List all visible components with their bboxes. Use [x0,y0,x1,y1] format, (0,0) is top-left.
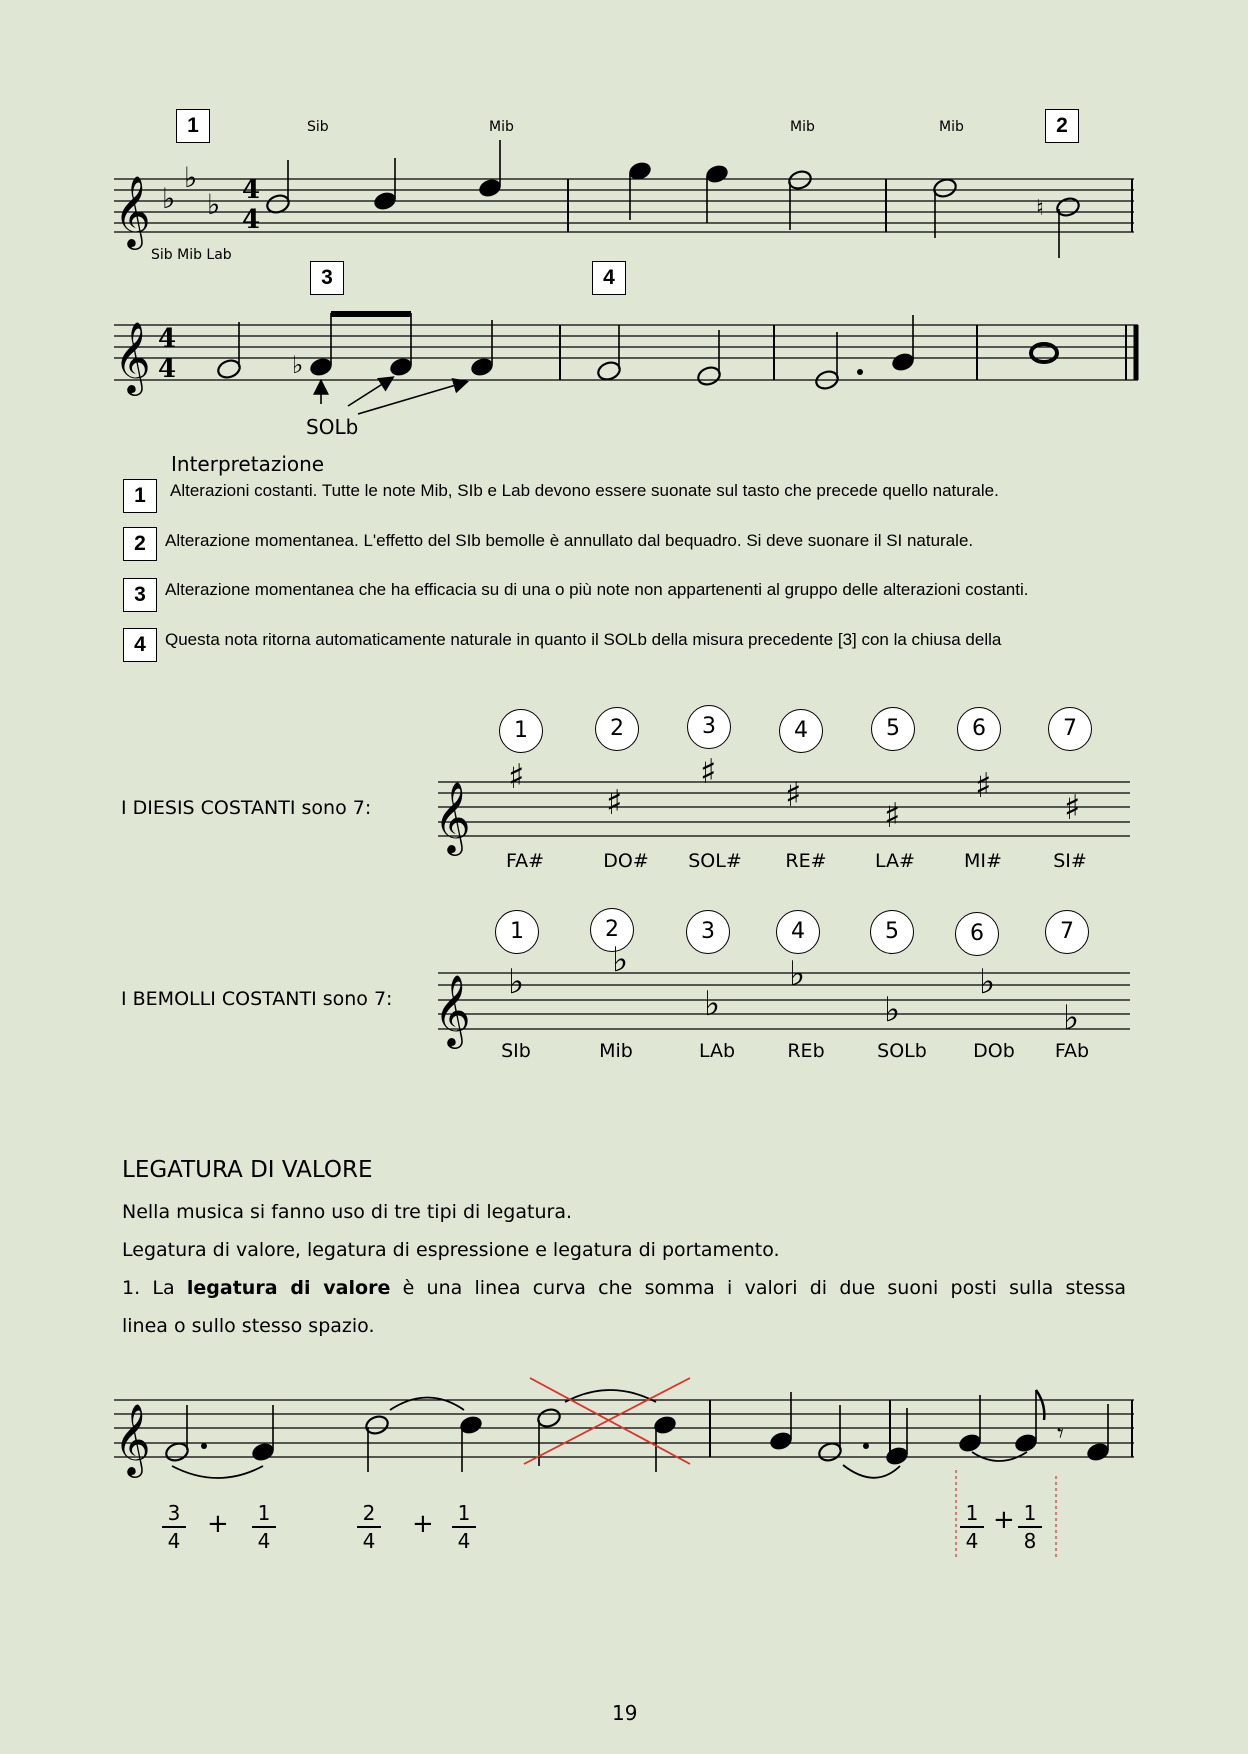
bemolli-number: 3 [686,910,730,954]
diesis-number: 4 [779,709,823,753]
flat-icon: ♭ [508,962,525,1002]
interpretazione-title: Interpretazione [171,452,325,476]
bemolli-label: I BEMOLLI COSTANTI sono 7: [121,988,393,1010]
interp-box-1: 1 [123,479,157,513]
bemolli-staff [438,973,1130,1029]
sharp-icon: ♯ [1064,788,1081,828]
bemolli-number: 7 [1045,910,1089,954]
flat-icon: ♭ [292,351,304,379]
bemolli-name: REb [787,1040,825,1062]
key-signature-label: Sib Mib Lab [151,247,232,263]
fraction-denominator: 4 [257,1529,271,1553]
fraction [960,1501,984,1553]
time-signature-bottom: 4 [158,354,177,384]
fraction-denominator: 4 [965,1529,979,1553]
interp-text-2: Alterazione momentanea. L'effetto del SIb bemolle è annullato dal bequadro. Si deve suonare il SI naturale. [165,531,974,550]
diesis-staff [438,782,1130,836]
diesis-name: FA# [505,850,545,872]
bemolli-number: 4 [776,910,820,954]
bemolli-name: SOLb [877,1040,927,1062]
diesis-name: LA# [875,850,915,872]
bemolli-name: DOb [973,1040,1015,1062]
fraction-bar [960,1526,984,1528]
bemolli-name: LAb [698,1040,736,1062]
flat-icon: ♭ [207,188,221,221]
fraction-numerator: 3 [167,1501,181,1525]
note-label-mib: Mib [790,119,815,135]
treble-clef-icon: 𝄞 [114,1402,151,1475]
fraction-numerator: 1 [1023,1501,1037,1525]
marker-box-4: 4 [592,261,626,295]
fraction-bar [452,1526,476,1528]
staff-1-notes [265,140,1081,258]
diesis-name: DO# [603,850,649,872]
interp-text-1: Alterazioni costanti. Tutte le note Mib, SIb e Lab devono essere suonate sul tasto che precede quello naturale. [170,481,999,500]
note-label-sib: Sib [307,119,329,135]
interp-text-4: Questa nota ritorna automaticamente naturale in quanto il SOLb della misura precedente [3] con la chiusa della [165,630,1002,649]
sharp-icon: ♯ [508,757,525,797]
sharp-icon: ♯ [884,796,901,836]
sharp-icon: ♯ [606,783,623,823]
time-signature-top: 4 [242,175,261,205]
fraction-denominator: 8 [1023,1529,1037,1553]
treble-clef-icon: 𝄞 [114,320,151,393]
note-label-mib: Mib [489,119,514,135]
flat-icon: ♭ [162,182,176,215]
section-heading: LEGATURA DI VALORE [122,1157,373,1183]
treble-clef-icon: 𝄞 [434,973,471,1046]
flat-icon: ♭ [789,954,806,994]
time-signature-top: 4 [158,324,177,354]
fraction-numerator: 1 [257,1501,271,1525]
fraction-bar [252,1526,276,1528]
flat-icon: ♭ [612,940,629,980]
diesis-number: 1 [499,709,543,753]
paragraph-point-1 [122,1277,1126,1299]
bemolli-number: 5 [870,910,914,954]
marker-box-2: 2 [1045,109,1079,143]
fraction [1018,1501,1042,1553]
sharp-icon: ♯ [975,766,992,806]
point-1-rest: è una linea curva che somma i valori di due suoni posti sulla stessa [390,1277,1126,1299]
bemolli-name: FAb [1054,1040,1090,1062]
diesis-name: SOL# [688,850,742,872]
bemolli-number: 1 [495,910,539,954]
page-number: 19 [612,1701,638,1725]
diesis-label: I DIESIS COSTANTI sono 7: [121,797,372,819]
treble-clef-icon: 𝄞 [434,780,471,853]
paragraph: Nella musica si fanno uso di tre tipi di legatura. [122,1201,572,1223]
interp-box-3: 3 [123,578,157,612]
diesis-number: 6 [957,707,1001,751]
flat-icon: ♭ [884,990,901,1030]
fraction-numerator: 1 [457,1501,471,1525]
fraction-numerator: 2 [362,1501,376,1525]
sharp-icon: ♯ [785,775,802,815]
fraction [252,1501,276,1553]
interp-box-4: 4 [123,628,157,662]
fraction-denominator: 4 [362,1529,376,1553]
marker-box-3: 3 [310,261,344,295]
diesis-number: 3 [687,705,731,749]
fraction-denominator: 4 [457,1529,471,1553]
sharp-icon: ♯ [700,752,717,792]
natural-icon: ♮ [1036,196,1044,221]
point-1-bold: legatura di valore [186,1277,391,1299]
interp-text-3: Alterazione momentanea che ha efficacia su di una o più note non appartenenti al gruppo delle alterazioni costanti. [165,580,1029,599]
plus-sign: + [207,1509,229,1539]
plus-sign: + [993,1505,1015,1535]
flat-icon: ♭ [1063,998,1080,1038]
flat-icon: ♭ [704,984,721,1024]
staff-2-notes [216,313,1057,414]
fraction [452,1501,476,1553]
diesis-number: 7 [1048,707,1092,751]
paragraph-point-1-cont: linea o sullo stesso spazio. [122,1315,375,1337]
eighth-rest-icon: 𝄾 [1057,1419,1064,1449]
bemolli-name: Mib [599,1040,633,1062]
fraction [162,1501,186,1553]
flat-icon: ♭ [979,962,996,1002]
note-label-mib: Mib [939,119,964,135]
fraction-bar [162,1526,186,1528]
fraction [357,1501,381,1553]
diesis-name: MI# [964,850,1002,872]
solb-label: SOLb [306,415,359,439]
treble-clef-icon: 𝄞 [114,174,151,247]
fraction-denominator: 4 [167,1529,181,1553]
bemolli-name: SIb [501,1040,531,1062]
flat-icon: ♭ [184,161,198,194]
diesis-name: SI# [1053,850,1087,872]
fraction-bar [1018,1526,1042,1528]
paragraph: Legatura di valore, legatura di espressione e legatura di portamento. [122,1239,780,1261]
fraction-numerator: 1 [965,1501,979,1525]
fraction-bar [357,1526,381,1528]
plus-sign: + [412,1509,434,1539]
time-signature-bottom: 4 [242,205,261,235]
point-1-prefix: 1. La [122,1277,187,1299]
bemolli-number: 2 [590,908,634,952]
marker-box-1: 1 [176,109,210,143]
diesis-number: 2 [595,707,639,751]
interp-box-2: 2 [123,527,157,561]
bemolli-number: 6 [955,912,999,956]
diesis-number: 5 [871,707,915,751]
diesis-name: RE# [785,850,827,872]
staff-2 [114,325,1138,380]
